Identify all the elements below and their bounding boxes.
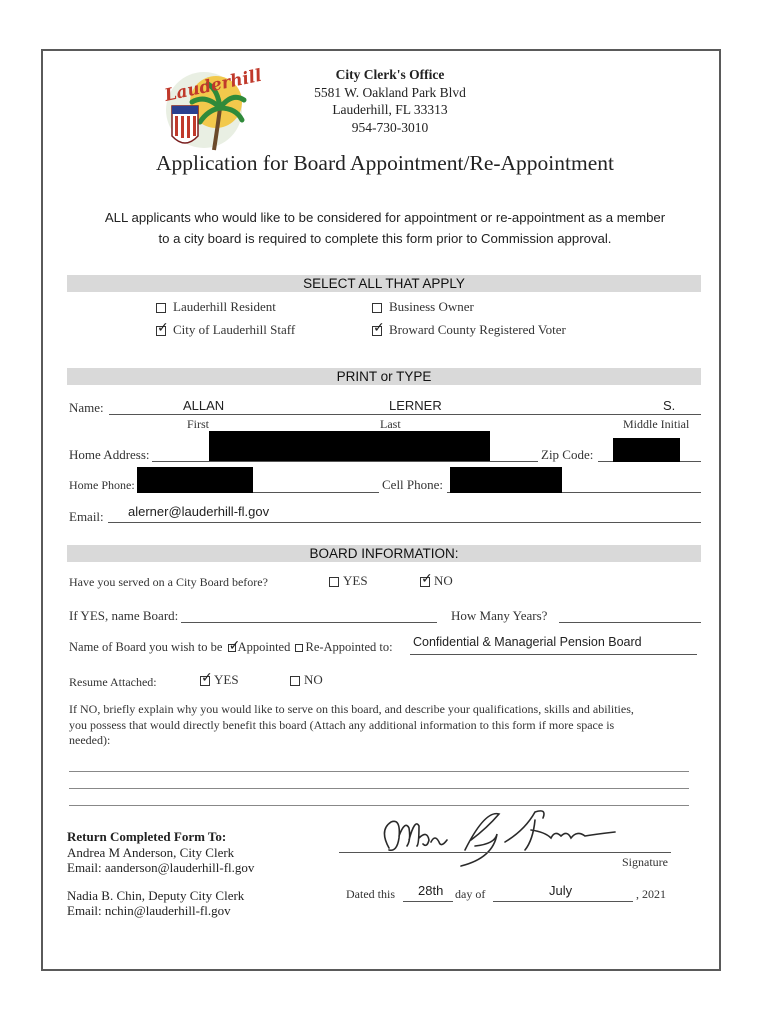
- option-label: Lauderhill Resident: [173, 299, 276, 314]
- resume-no-label: NO: [304, 672, 323, 687]
- signature-image: [375, 800, 640, 875]
- clerk-email: Email: aanderson@lauderhill-fl.gov: [67, 860, 255, 875]
- deputy-name: Nadia B. Chin, Deputy City Clerk: [67, 887, 245, 903]
- office-address-line2: Lauderhill, FL 33313: [332, 102, 448, 117]
- how-many-years-label: How Many Years?: [451, 608, 548, 623]
- board-name-row: [69, 640, 393, 655]
- intro-line-2: to a city board is required to complete this form prior to Commission approval.: [158, 231, 612, 246]
- if-no-text-line-3: needed):: [69, 733, 111, 747]
- return-title: Return Completed Form To:: [67, 829, 227, 844]
- appointed-checkbox-icon[interactable]: [228, 644, 236, 652]
- city-logo: [158, 64, 264, 152]
- zip-code-redaction: [613, 438, 680, 462]
- checkbox-icon[interactable]: [290, 676, 300, 686]
- dated-label: Dated this: [346, 887, 395, 901]
- year-label: , 2021: [636, 887, 666, 901]
- logo-text: Lauderhill: [162, 65, 264, 106]
- option-label: City of Lauderhill Staff: [173, 322, 296, 337]
- checkbox-registered-voter[interactable]: [372, 322, 566, 338]
- day-of-label: day of: [455, 887, 486, 901]
- name-line: [109, 414, 701, 415]
- home-address-redaction: [209, 431, 490, 461]
- resume-no-checkbox[interactable]: [290, 672, 323, 688]
- board-section-bar: [67, 545, 701, 562]
- explain-line-2: [69, 788, 689, 789]
- checkbox-checked-icon[interactable]: [156, 326, 166, 336]
- checkbox-city-staff[interactable]: [156, 322, 295, 338]
- checkbox-checked-icon[interactable]: [420, 577, 430, 587]
- checkbox-icon[interactable]: [329, 577, 339, 587]
- cell-phone-label: Cell Phone:: [382, 477, 444, 492]
- select-section-title: SELECT ALL THAT APPLY: [303, 276, 465, 291]
- home-address-line: [152, 461, 538, 462]
- name-label: Name:: [69, 400, 104, 415]
- print-section-title: PRINT or TYPE: [336, 369, 432, 384]
- day-value[interactable]: 28th: [418, 883, 444, 898]
- reappointed-label: Re-Appointed to:: [305, 640, 393, 654]
- if-yes-label: If YES, name Board:: [69, 608, 179, 623]
- home-phone-redaction: [137, 467, 253, 493]
- select-section-bar: [67, 275, 701, 292]
- home-address-label: Home Address:: [69, 447, 150, 462]
- served-no-checkbox[interactable]: [420, 573, 453, 589]
- clerk-name: Andrea M Anderson, City Clerk: [67, 844, 235, 860]
- first-name-value[interactable]: ALLAN: [183, 398, 225, 413]
- email-line: [108, 522, 701, 523]
- resume-yes-label: YES: [214, 672, 239, 687]
- zip-code-label: Zip Code:: [541, 447, 594, 462]
- checkbox-icon[interactable]: [156, 303, 166, 313]
- deputy-email: Email: nchin@lauderhill-fl.gov: [67, 903, 231, 918]
- form-title: Application for Board Appointment/Re-Appointment: [156, 151, 614, 175]
- middle-initial-caption: Middle Initial: [623, 417, 690, 431]
- served-question: Have you served on a City Board before?: [69, 575, 268, 589]
- first-caption: First: [187, 417, 210, 431]
- checkbox-icon[interactable]: [372, 303, 382, 313]
- resume-yes-checkbox[interactable]: [200, 672, 239, 688]
- checkbox-lauderhill-resident[interactable]: [156, 299, 276, 315]
- office-address-line1: 5581 W. Oakland Park Blvd: [314, 84, 466, 100]
- board-name-line: [410, 654, 697, 655]
- cell-phone-redaction: [450, 467, 562, 493]
- day-line: [403, 901, 453, 902]
- option-label: Business Owner: [389, 299, 474, 314]
- served-yes-label: YES: [343, 573, 368, 588]
- checkbox-business-owner[interactable]: [372, 299, 474, 315]
- print-section-bar: [67, 368, 701, 385]
- reappointed-checkbox-icon[interactable]: [295, 644, 303, 652]
- email-label: Email:: [69, 509, 104, 524]
- if-yes-line: [181, 622, 437, 623]
- if-no-text-line-2: you possess that would directly benefit this board (Attach any additional information to this form if more space is: [69, 717, 615, 732]
- home-phone-label: Home Phone:: [69, 478, 135, 492]
- last-name-value[interactable]: LERNER: [389, 398, 442, 413]
- board-section-title: BOARD INFORMATION:: [309, 546, 459, 561]
- checkbox-checked-icon[interactable]: [372, 326, 382, 336]
- option-label: Broward County Registered Voter: [389, 322, 566, 337]
- last-caption: Last: [380, 417, 401, 431]
- explain-line-1: [69, 771, 689, 772]
- board-name-value[interactable]: Confidential & Managerial Pension Board: [413, 635, 642, 649]
- board-name-label: Name of Board you wish to be: [69, 640, 223, 654]
- served-no-label: NO: [434, 573, 453, 588]
- resume-label: Resume Attached:: [69, 675, 157, 689]
- signature-line: [339, 852, 671, 853]
- if-no-text-line-1: If NO, briefly explain why you would like to serve on this board, and describe your qualifications, skills and abilities,: [69, 702, 634, 716]
- month-line: [493, 901, 633, 902]
- email-value[interactable]: alerner@lauderhill-fl.gov: [128, 504, 270, 519]
- middle-initial-value[interactable]: S.: [663, 398, 676, 413]
- signature-label: Signature: [622, 855, 668, 869]
- office-phone: 954-730-3010: [351, 119, 429, 135]
- checkbox-checked-icon[interactable]: [200, 676, 210, 686]
- appointed-label: Appointed: [237, 640, 291, 654]
- served-yes-checkbox[interactable]: [329, 573, 368, 589]
- office-name: City Clerk's Office: [335, 67, 445, 82]
- how-many-years-line: [559, 622, 701, 623]
- month-value[interactable]: July: [549, 883, 573, 898]
- intro-line-1: ALL applicants who would like to be considered for appointment or re-appointment as a member: [104, 210, 666, 225]
